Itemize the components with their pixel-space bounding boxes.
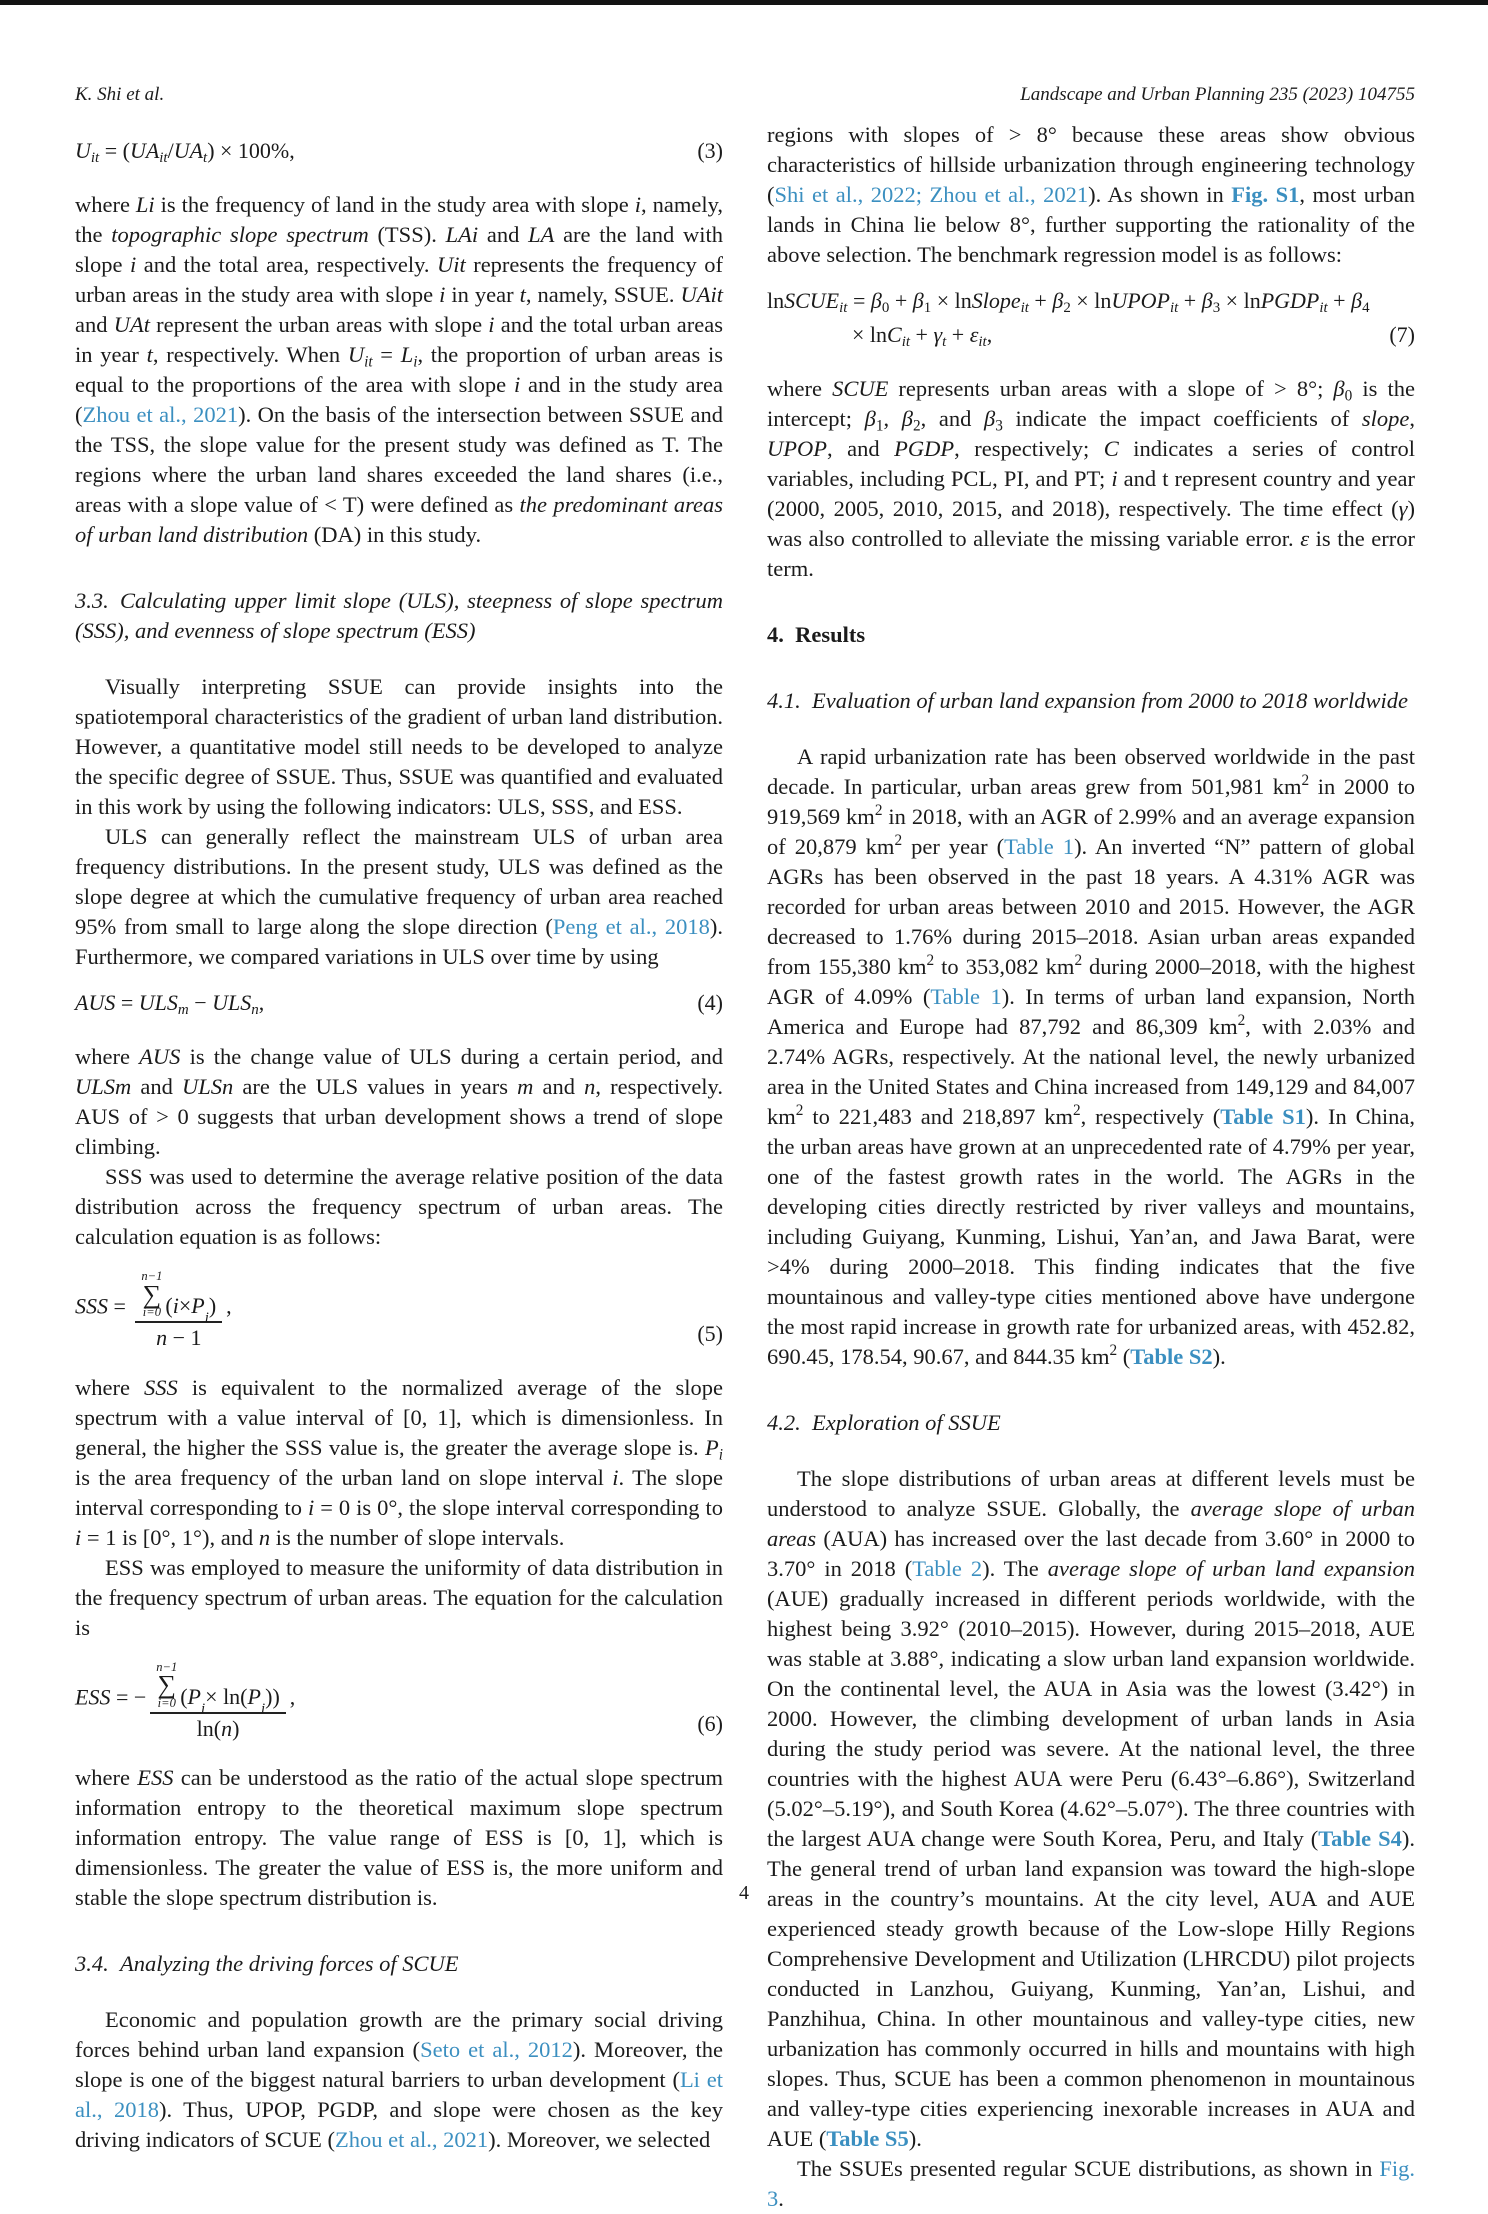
text-span: slope bbox=[1361, 406, 1410, 431]
text-span: ULS bbox=[212, 990, 252, 1015]
text-span: SSS bbox=[144, 1374, 178, 1400]
table-link[interactable]: Table S5 bbox=[826, 2126, 909, 2151]
text-span: 3 bbox=[995, 417, 1003, 435]
fraction: n−1 ∑ i=0 ( P i × ln( P i )) ln(n) bbox=[150, 1661, 286, 1742]
equation: SSS = n−1 ∑ i=0 ( i × P i ) n − 1 , (5) bbox=[75, 1269, 723, 1351]
text-span: L bbox=[400, 342, 414, 367]
text-span: it bbox=[1020, 300, 1029, 317]
text-span: AUS bbox=[139, 1044, 181, 1069]
text-span: i bbox=[1111, 466, 1118, 491]
text-span: n bbox=[258, 1524, 271, 1550]
citation-link[interactable]: Zhou et al., 2021 bbox=[334, 2127, 489, 2153]
text-span: 2 bbox=[795, 1101, 804, 1119]
section-heading: 4.1. Evaluation of urban land expansion from 2000 to 2018 worldwide bbox=[767, 688, 1409, 713]
equation: lnSCUEit = β0 + β1 × lnSlopeit + β2 × lnUPOPit + β3 × lnPGDPit + β4 × lnCit + γt + εit, (7) bbox=[767, 288, 1415, 351]
text-span: P bbox=[705, 1434, 719, 1460]
text-span: i bbox=[612, 1464, 619, 1490]
text-span: C bbox=[887, 322, 902, 347]
text-span: t bbox=[203, 150, 208, 167]
text-span: Li bbox=[135, 192, 155, 217]
text-span: β bbox=[1351, 288, 1363, 313]
text-span: i bbox=[513, 372, 521, 397]
text-span: it bbox=[978, 334, 987, 351]
text-span: average slope of urban areas bbox=[767, 1496, 1415, 1551]
text-span: 2 bbox=[912, 417, 921, 435]
section-heading: 3.3. Calculating upper limit slope (ULS), steepness of slope spectrum (SSS), and evenness of slope spectrum (ESS) bbox=[75, 588, 723, 643]
section-heading: 3.4. Analyzing the driving forces of SCUE bbox=[75, 1951, 459, 1977]
figure-link[interactable]: Fig. 3 bbox=[767, 2156, 1415, 2211]
section-heading: 4. Results bbox=[767, 622, 866, 647]
paragraph: SSS was used to determine the average relative position of the data distribution across the frequency spectrum of urban areas. The calculation equation is as follows: bbox=[75, 1164, 723, 1249]
text-span: average slope of urban land expansion bbox=[1047, 1556, 1415, 1581]
table-link[interactable]: Table 2 bbox=[912, 1556, 983, 1581]
text-span: it bbox=[90, 150, 100, 167]
text-span: 2 bbox=[1301, 771, 1310, 789]
paragraph: where SCUE represents urban areas with a slope of > 8°; β0 is the intercept; β1, β2, and β3 indicate the impact coefficients of slope, UPOP, and PGDP, respectively; C indicates a series of control variables, including PCL, PI, and PT; i and t represent country and year (2000, 2005, 2010, 2015, and 2018), respectively. The time effect (γ) was also controlled to alleviate the missing variable error. ε is the error term. bbox=[767, 376, 1415, 581]
text-span: topographic slope spectrum bbox=[111, 222, 369, 247]
text-span: n bbox=[584, 1074, 596, 1099]
text-span: UA bbox=[173, 138, 204, 163]
text-span: UA bbox=[129, 138, 160, 163]
equation: Uit = (UAit/UAt) × 100%, (3) bbox=[75, 138, 723, 167]
summation-symbol: n−1 ∑ i=0 bbox=[156, 1659, 178, 1710]
text-span: t bbox=[146, 342, 153, 367]
text-span: Uit bbox=[436, 252, 466, 277]
text-span: C bbox=[1103, 436, 1119, 461]
text-span: ULSn bbox=[182, 1074, 234, 1099]
text-span: 0 bbox=[1344, 387, 1353, 405]
text-span: ε bbox=[1300, 526, 1310, 551]
text-span: U bbox=[75, 138, 91, 163]
text-span: 2 bbox=[894, 831, 903, 849]
table-link[interactable]: Table 1 bbox=[930, 984, 1002, 1009]
text-span: β bbox=[1052, 288, 1064, 313]
text-span: n bbox=[251, 1002, 259, 1019]
text-span: the predominant areas of urban land distribution bbox=[75, 492, 723, 547]
text-span: i bbox=[307, 1494, 315, 1520]
fraction: n−1 ∑ i=0 ( i × P i ) n − 1 bbox=[135, 1270, 222, 1351]
text-span: 2 bbox=[1109, 1341, 1118, 1359]
paragraph: where AUS is the change value of ULS during a certain period, and ULSm and ULSn are the ULS values in years m and n, respectively. AUS of > 0 suggests that urban development shows a trend of slope climbing. bbox=[75, 1044, 723, 1159]
page-footer bbox=[0, 1882, 1488, 1905]
text-span: P bbox=[187, 1683, 201, 1709]
paragraph: A rapid urbanization rate has been observed worldwide in the past decade. In particular, urban areas grew from 501,981 $km^2$ in 2000 to 919,569 $km^2$ in 2018, with an AGR of 2.99% and an average expansion of 20,879 $km^2$ per year (Table 1). An inverted “N” pattern of global AGRs has been observed in the past 18 years. A 4.31% AGR was recorded for urban areas between 2010 and 2015. However, the AGR decreased to 1.76% during 2015–2018. Asian urban areas expanded from 155,380 $km^2$ to 353,082 $km^2$ during 2000–2018, with the highest AGR of 4.09% (Table 1). In terms of urban land expansion, North America and Europe had 87,792 and 86,309 $km^2$, with 2.03% and 2.74% AGRs, respectively. At the national level, the newly urbanized area in the United States and China increased from 149,129 and 84,007 $km^2$ to 221,483 and 218,897 $km^2$, respectively (Table S1). In China, the urban areas have grown at an unprecedented rate of 4.79% per year, one of the fastest growth rates in the world. The AGRs in the developing cities directly restricted by river valleys and mountains, including Guiyang, Kunming, Lishui, Yan’an, and Jawa Barat, were >4% during 2000–2018. This finding indicates that the five mountainous and valley-type cities mentioned above have undergone the most rapid increase in growth rate for urbanized areas, with 452.82, 690.45, 178.54, 90.67, and 844.35 $km^2$ (Table S2). bbox=[767, 744, 1415, 1369]
text-span: AUS bbox=[75, 990, 116, 1015]
text-span: P bbox=[247, 1683, 261, 1709]
paragraph: The slope distributions of urban areas at different levels must be understood to analyze SSUE. Globally, the average slope of urban areas (AUA) has increased over the last decade from 3.60° in 2000 to 3.70° in 2018 (Table 2). The average slope of urban land expansion (AUE) gradually increased in different periods worldwide, with the highest being 3.92° (2010–2015). However, during 2015–2018, AUE was stable at 3.88°, indicating a slow urban land expansion worldwide. On the continental level, the AUA in Asia was the lowest (3.42°) in 2000. However, the climbing development of urban lands in Asia during the study period was severe. At the national level, the three countries with the highest AUA were Peru (6.43°–6.86°), Switzerland (5.02°–5.19°), and South Korea (4.62°–5.07°). The three countries with the largest AUA change were South Korea, Peru, and Italy (Table S4). The general trend of urban land expansion was toward the high-slope areas in the country’s mountains. At the city level, AUA and AUE experienced steady growth because of the Low-slope Hilly Regions Comprehensive Development and Utilization (LHRCDU) pilot projects conducted in Lanzhou, Guiyang, Kunming, Yan’an, Lishui, and Panzhihua, China. In other mountainous and valley-type cities, new urbanization has commonly occurred in hills and mountains with high slopes. Thus, SCUE has been a common phenomenon in mountainous and valley-type cities experiencing inexorable increases in AUA and AUE (Table S5). bbox=[767, 1466, 1415, 2151]
paragraph: regions with slopes of > 8° because these areas show obvious characteristics of hillside urbanization through engineering technology (Shi et al., 2022; Zhou et al., 2021). As shown in Fig. S1, most urban lands in China lie below 8°, further supporting the rationality of the above selection. The benchmark regression model is as follows: bbox=[767, 122, 1415, 267]
text-span: 1 bbox=[875, 417, 884, 435]
page-number: 4 bbox=[739, 1882, 749, 1904]
text-span: 2 bbox=[1072, 1101, 1081, 1119]
equation: ESS = − n−1 ∑ i=0 ( P i × ln( P i )) ln(n) , (6) bbox=[75, 1659, 723, 1742]
text-span: 1 bbox=[923, 300, 932, 317]
text-span: i bbox=[634, 192, 642, 217]
table-link[interactable]: Table S4 bbox=[1318, 1826, 1402, 1851]
equation-number: (4) bbox=[697, 990, 723, 1015]
text-span: SCUE bbox=[832, 376, 889, 401]
text-span: i bbox=[172, 1293, 179, 1319]
text-span: ULS bbox=[138, 990, 178, 1015]
text-span: PGDP bbox=[894, 436, 955, 461]
text-span: LA bbox=[528, 222, 555, 247]
text-span: 2 bbox=[1063, 300, 1071, 317]
figure-link[interactable]: Fig. S1 bbox=[1231, 182, 1300, 207]
text-span: UAit bbox=[680, 282, 724, 307]
citation-link[interactable]: Shi et al., 2022; Zhou et al., 2021 bbox=[774, 182, 1089, 207]
paragraph: ESS was employed to measure the uniformity of data distribution in the frequency spectrum of urban areas. The equation for the calculation is bbox=[75, 1554, 723, 1640]
equation-number: (7) bbox=[1389, 322, 1415, 347]
text-span: ESS bbox=[75, 1684, 111, 1710]
paragraph: The SSUEs presented regular SCUE distributions, as shown in Fig. 3. bbox=[767, 2156, 1415, 2211]
text-span: γ bbox=[1398, 496, 1408, 521]
equation-number: (6) bbox=[697, 1711, 723, 1737]
text-span: β bbox=[1333, 376, 1345, 401]
summation-symbol: n−1 ∑ i=0 bbox=[141, 1269, 163, 1319]
text-span: 2 bbox=[874, 801, 883, 819]
text-span: i bbox=[129, 252, 137, 277]
text-span: PGDP bbox=[1260, 288, 1320, 313]
text-span: it bbox=[901, 334, 911, 351]
text-span: 2 bbox=[1074, 951, 1083, 969]
text-span: UAt bbox=[113, 312, 150, 337]
text-span: γ bbox=[933, 322, 943, 347]
paragraph: where SSS is equivalent to the normalized average of the slope spectrum with a value interval of [0, 1], which is dimensionless. In general, the higher the SSS value is, the greater the average slope is. Pi is the area frequency of the urban land on slope interval i. The slope interval corresponding to i = 0 is 0°, the slope interval corresponding to i = 1 is [0°, 1°), and n is the number of slope intervals. bbox=[75, 1374, 723, 1550]
text-span: it bbox=[839, 300, 848, 317]
text-span: it bbox=[1169, 300, 1179, 317]
text-span: i bbox=[75, 1524, 82, 1550]
text-span: t bbox=[519, 282, 526, 307]
text-span: 2 bbox=[1237, 1011, 1246, 1029]
text-span: m bbox=[177, 1002, 189, 1019]
text-span: 3 bbox=[1212, 300, 1221, 317]
text-span: LAi bbox=[445, 222, 479, 247]
paragraph: where ESS can be understood as the ratio of the actual slope spectrum information entropy to the theoretical maximum slope spectrum information entropy. The value range of ESS is [0, 1], which is dimensionless. The greater the value of ESS is, the more uniform and stable the slope spectrum distribution is. bbox=[75, 1765, 723, 1911]
paragraph: Visually interpreting SSUE can provide insights into the spatiotemporal characteristics of the gradient of urban land distribution. However, a quantitative model still needs to be developed to analyze the specific degree of SSUE. Thus, SSUE was quantified and evaluated in this work by using the following indicators: ULS, SSS, and ESS. bbox=[75, 674, 723, 819]
text-span: it bbox=[159, 150, 168, 167]
table-link[interactable]: Table S1 bbox=[1220, 1104, 1306, 1129]
text-span: Slope bbox=[971, 288, 1021, 313]
text-span: β bbox=[901, 406, 913, 431]
equation: AUS = ULSm − ULSn, (4) bbox=[75, 990, 723, 1019]
text-span: t bbox=[942, 334, 947, 351]
paragraph: where Li is the frequency of land in the study area with slope i, namely, the topographic slope spectrum (TSS). LAi and LA are the land with slope i and the total area, respectively. Uit represents the frequency of urban areas in the study area with slope i in year t, namely, SSUE. UAit and UAt represent the urban areas with slope i and the total urban areas in year t, respectively. When Uit = Li, the proportion of urban areas is equal to the proportions of the area with slope i and in the study area (Zhou et al., 2021). On the basis of the intersection between SSUE and the TSS, the slope value for the present study was defined as T. The regions where the urban land shares exceeded the land shares (i.e., areas with a slope value of < T) were defined as the predominant areas of urban land distribution (DA) in this study. bbox=[75, 192, 724, 547]
equation-number: (5) bbox=[697, 1320, 723, 1346]
text-span: 4 bbox=[1362, 300, 1370, 317]
text-span: ULSm bbox=[75, 1074, 132, 1099]
text-span: SCUE bbox=[784, 288, 840, 313]
text-span: ESS bbox=[137, 1765, 174, 1791]
citation-link[interactable]: Zhou et al., 2021 bbox=[82, 402, 239, 427]
table-link[interactable]: Table 1 bbox=[1004, 834, 1075, 859]
top-bar bbox=[0, 0, 1488, 5]
text-span: β bbox=[983, 406, 996, 431]
text-span: β bbox=[1201, 288, 1213, 313]
text-span: 0 bbox=[881, 300, 890, 317]
text-span: P bbox=[191, 1293, 205, 1319]
text-span: ε bbox=[969, 322, 979, 347]
text-span: SSS bbox=[75, 1293, 108, 1319]
text-span: β bbox=[912, 288, 924, 313]
citation-link[interactable]: Li et al., 2018 bbox=[75, 2067, 723, 2123]
text-span: it bbox=[1319, 300, 1328, 317]
citation-link[interactable]: Peng et al., 2018 bbox=[552, 914, 710, 939]
text-span: n bbox=[221, 1716, 233, 1742]
running-head bbox=[75, 84, 1415, 106]
citation-link[interactable]: Seto et al., 2012 bbox=[420, 2037, 573, 2063]
text-span: 2 bbox=[926, 951, 935, 969]
text-span: it bbox=[364, 353, 373, 371]
text-span: i bbox=[488, 312, 495, 337]
text-span: m bbox=[517, 1074, 534, 1099]
text-span: β bbox=[864, 406, 876, 431]
text-span: i bbox=[718, 1445, 723, 1463]
text-span: UPOP bbox=[767, 436, 827, 461]
text-span: β bbox=[870, 288, 882, 313]
running-head-author: K. Shi et al. bbox=[75, 84, 165, 105]
text-span: i bbox=[413, 353, 418, 371]
section-heading: 4.2. Exploration of SSUE bbox=[767, 1410, 1001, 1435]
text-span: i bbox=[439, 282, 446, 307]
text-span: n bbox=[156, 1325, 168, 1351]
text-span: UPOP bbox=[1111, 288, 1170, 313]
table-link[interactable]: Table S2 bbox=[1130, 1344, 1213, 1369]
running-head-journal: Landscape and Urban Planning 235 (2023) 104755 bbox=[1020, 84, 1415, 105]
paragraph: ULS can generally reflect the mainstream ULS of urban area frequency distributions. In the present study, ULS was defined as the slope degree at which the cumulative frequency of urban area reached 95% from small to large along the slope direction (Peng et al., 2018). Furthermore, we compared variations in ULS over time by using bbox=[75, 824, 723, 969]
equation-number: (3) bbox=[697, 138, 723, 163]
text-span: U bbox=[347, 342, 365, 367]
paragraph: Economic and population growth are the primary social driving forces behind urban land expansion (Seto et al., 2012). Moreover, the slope is one of the biggest natural barriers to urban development (Li et al., 2018). Thus, UPOP, PGDP, and slope were chosen as the key driving indicators of SCUE (Zhou et al., 2021). Moreover, we selected bbox=[75, 2007, 723, 2153]
